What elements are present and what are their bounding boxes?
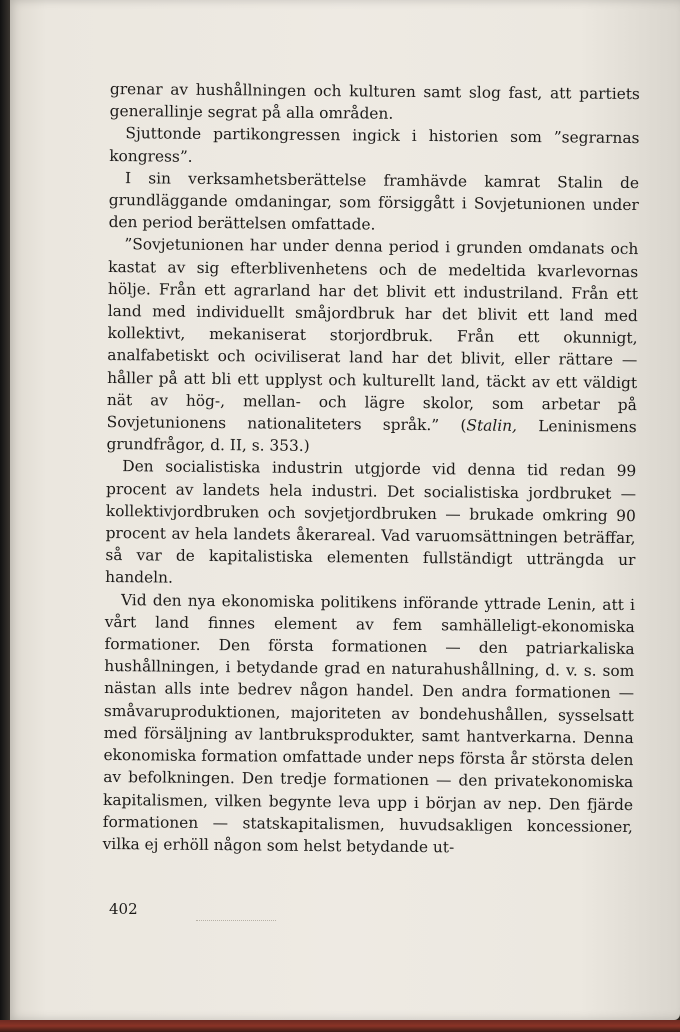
paragraph-socialist-industry: Den socialistiska industrin utgjorde vid denna tid redan 99 procent av landets hela industri. Det socialistiska jordbruket — kollektivjordbruken och sovjetjordbruken — brukade omkring 90 procent av hela landets åkerareal. Vad varuomsättningen beträffar, så var de kapitalistiska elementen fullständigt utträngda ur handeln. bbox=[105, 457, 637, 588]
citation-author: Stalin, bbox=[466, 416, 518, 435]
paragraph-continued: grenar av hushållningen och kulturen samt slog fast, att partiets generallinje segrat på alla områden. bbox=[109, 79, 640, 123]
paragraph-stalin-quote bbox=[106, 233, 638, 460]
book-binding-edge bbox=[0, 0, 10, 1032]
paragraph-stalin-report: I sin verksamhetsberättelse framhävde kamrat Stalin de grundläggande omdaningar, som försiggått i Sovjetunionen under den period berättelsen omfattade. bbox=[108, 168, 640, 234]
citation-open: ( bbox=[439, 416, 467, 435]
quote-text: ”Sovjetunionen har under denna period i grunden omdanats och kastat av sig efterblivenhetens och de medeltida kvarlevornas hölje. Från ett agrarland har det blivit ett industriland. Från ett land med individuellt småjordbruk har det blivit ett land med kollektivt, mekaniserat storjordbruk. Från ett okunnigt, analfabetiskt och ociviliserat land har det blivit, eller rättare — håller på att bli ett upplyst och kulturellt land, täckt av ett väldigt nät av hög-, mellan- och lägre skolor, som arbetar på Sovjetunionens nationaliteters språk.” bbox=[106, 235, 639, 435]
citation-source: Leninismens grundfrågor, d. II, s. 353.) bbox=[106, 416, 637, 456]
page-number: 402 bbox=[109, 900, 138, 918]
paragraph-lenin-formations: Vid den nya ekonomiska politikens införande yttrade Lenin, att i vårt land finnes element av fem samhälleligt-ekonomiska formationer. Den första formationen — den patriarkaliska hushållningen, i betydande grad en naturahushållning, d. v. s. som nästan alls inte bedrev någon handel. Den andra formationen — småvaruproduktionen, majoriteten av bondehushållen, sysselsatt med försäljning av lantbruksprodukter, samt hantverkarna. Denna ekonomiska formation omfattade under neps första år största delen av befolkningen. Den tredje formationen — den privatekonomiska kapitalismen, vilken begynte leva upp i början av nep. Den fjärde formationen — statskapitalismen, huvudsakligen koncessioner, vilka ej erhöll någon som helst betydande ut- bbox=[102, 590, 636, 857]
body-text bbox=[103, 78, 640, 860]
paragraph-party-congress: Sjuttonde partikongressen ingick i historien som ”segrarnas kongress”. bbox=[109, 124, 640, 166]
book-page bbox=[6, 0, 680, 1020]
book-cover-edge bbox=[0, 1020, 680, 1032]
print-bleed-mark bbox=[196, 920, 276, 924]
